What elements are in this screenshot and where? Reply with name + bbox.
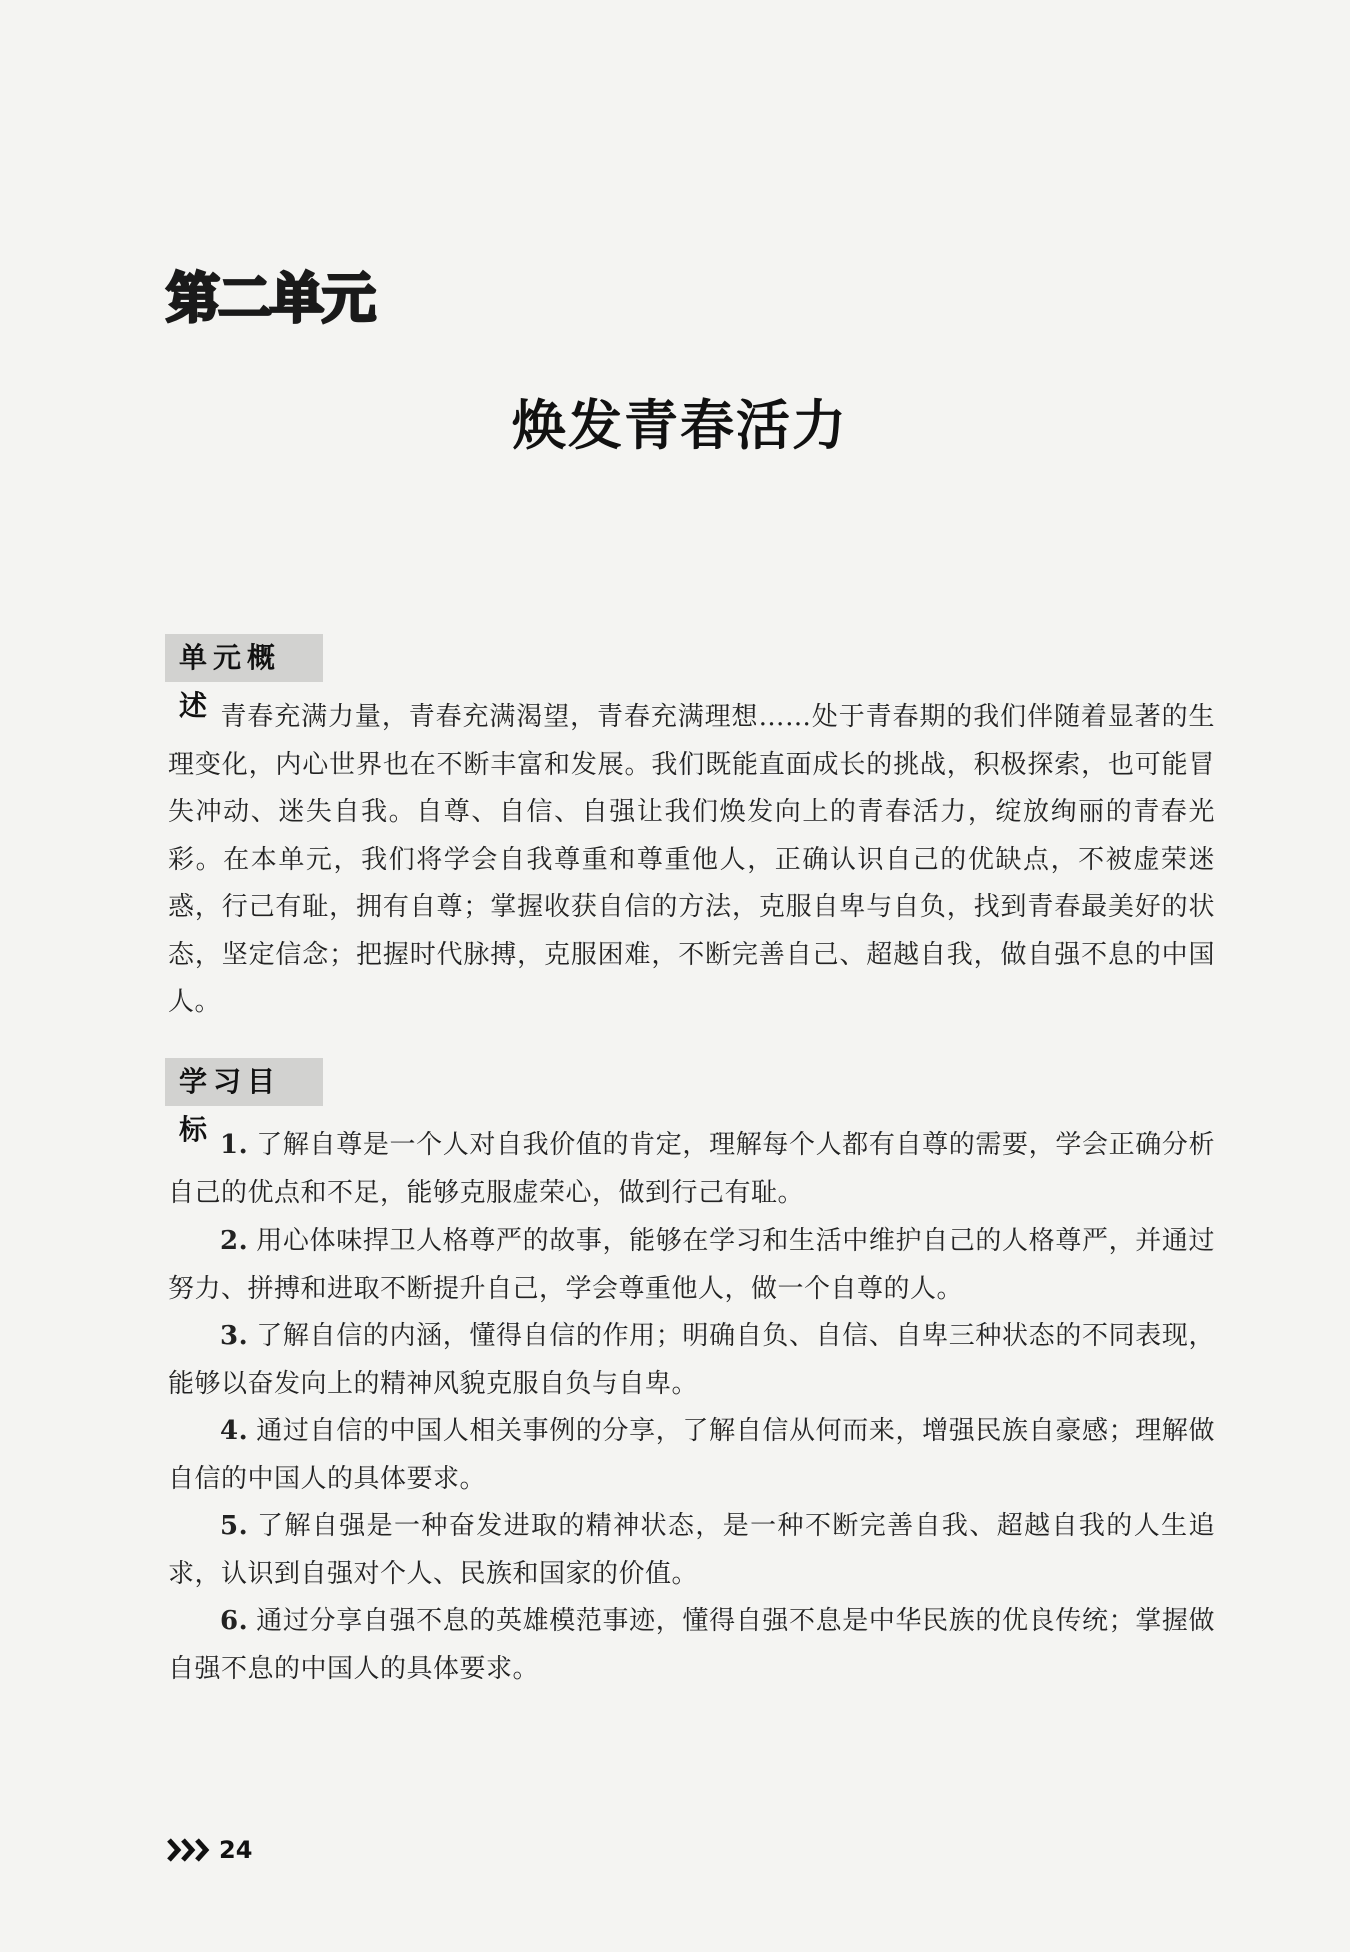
goal-item <box>168 1218 1215 1313</box>
goal-number: 6. <box>220 1606 249 1636</box>
triple-chevron-right-icon <box>167 1837 213 1863</box>
section-heading-goals: 学习目标 <box>165 1058 323 1106</box>
goal-number: 2. <box>220 1226 249 1256</box>
goal-number: 4. <box>220 1416 249 1446</box>
overview-paragraph <box>168 694 1215 1027</box>
unit-label: 第二单元 <box>166 267 374 330</box>
goal-text: 通过自信的中国人相关事例的分享，了解自信从何而来，增强民族自豪感；理解做自信的中国人的具体要求。 <box>168 1416 1215 1494</box>
section-heading-overview: 单元概述 <box>165 634 323 682</box>
page-number: 24 <box>219 1836 253 1864</box>
goal-number: 3. <box>220 1321 249 1351</box>
goal-text: 了解自强是一种奋发进取的精神状态，是一种不断完善自我、超越自我的人生追求，认识到自强对个人、民族和国家的价值。 <box>168 1511 1215 1589</box>
goal-text: 了解自信的内涵，懂得自信的作用；明确自负、自信、自卑三种状态的不同表现，能够以奋发向上的精神风貌克服自负与自卑。 <box>168 1321 1215 1399</box>
goal-item <box>168 1122 1215 1217</box>
goal-text: 了解自尊是一个人对自我价值的肯定，理解每个人都有自尊的需要，学会正确分析自己的优点和不足，能够克服虚荣心，做到行己有耻。 <box>168 1130 1215 1208</box>
goal-text: 通过分享自强不息的英雄模范事迹，懂得自强不息是中华民族的优良传统；掌握做自强不息的中国人的具体要求。 <box>168 1606 1215 1684</box>
overview-text: 青春充满力量，青春充满渴望，青春充满理想……处于青春期的我们伴随着显著的生理变化，内心世界也在不断丰富和发展。我们既能直面成长的挑战，积极探索，也可能冒失冲动、迷失自我。自尊、自信、自强让我们焕发向上的青春活力，绽放绚丽的青春光彩。在本单元，我们将学会自我尊重和尊重他人，正确认识自己的优缺点，不被虚荣迷惑，行己有耻，拥有自尊；掌握收获自信的方法，克服自卑与自负，找到青春最美好的状态，坚定信念；把握时代脉搏，克服困难，不断完善自己、超越自我，做自强不息的中国人。 <box>168 702 1215 1017</box>
unit-title: 焕发青春活力 <box>512 393 848 457</box>
goal-text: 用心体味捍卫人格尊严的故事，能够在学习和生活中维护自己的人格尊严，并通过努力、拼搏和进取不断提升自己，学会尊重他人，做一个自尊的人。 <box>168 1226 1215 1304</box>
goal-item <box>168 1313 1215 1408</box>
goal-number: 5. <box>220 1511 249 1541</box>
goal-item <box>168 1408 1215 1503</box>
goal-item <box>168 1598 1215 1693</box>
goal-number: 1. <box>220 1130 249 1160</box>
page-footer <box>167 1832 252 1868</box>
goal-item <box>168 1503 1215 1598</box>
